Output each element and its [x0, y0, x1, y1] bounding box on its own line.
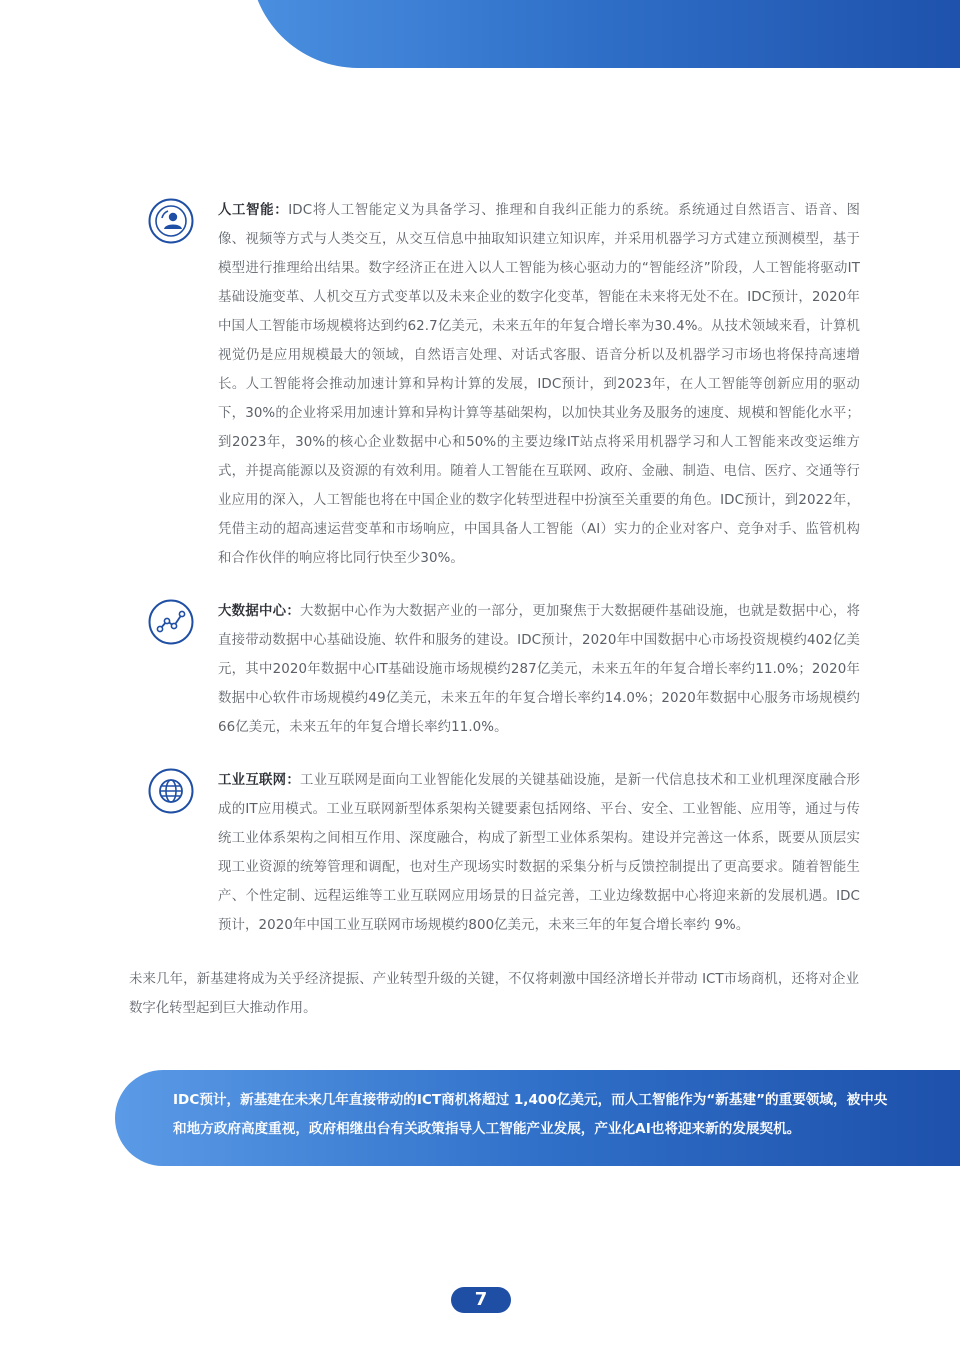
section-text: 工业互联网是面向工业智能化发展的关键基础设施，是新一代信息技术和工业机理深度融合形成的IT应用模式。工业互联网新型体系架构关键要素包括网络、平台、安全、工业智能、应用等，通过与传统工业体系架构之间相互作用、深度融合，构成了新型工业体系架构。建设并完善这一体系，既要从顶层实现工业资源的统筹管理和调配，也对生产现场实时数据的采集分析与反馈控制提出了更高要求。随着智能生产、个性定制、远程运维等工业互联网应用场景的日益完善，工业边缘数据中心将迎来新的发展机遇。IDC预计，2020年中国工业互联网市场规模约800亿美元，未来三年的年复合增长率约 9%。	[218, 773, 860, 933]
ai-person-icon	[148, 198, 194, 244]
section-term: 大数据中心：	[218, 604, 300, 619]
section-body	[218, 766, 860, 940]
section-industrial-internet	[148, 766, 860, 946]
top-header-banner	[250, 0, 960, 68]
highlight-callout	[115, 1070, 960, 1166]
section-artificial-intelligence	[148, 196, 860, 576]
section-body	[218, 597, 860, 742]
section-big-data-center	[148, 597, 860, 747]
section-text: 大数据中心作为大数据产业的一部分，更加聚焦于大数据硬件基础设施，也就是数据中心，将直接带动数据中心基础设施、软件和服务的建设。IDC预计，2020年中国数据中心市场投资规模约402亿美元，其中2020年数据中心IT基础设施市场规模约287亿美元，未来五年的年复合增长率约11.0%；2020年数据中心软件市场规模约49亿美元，未来五年的年复合增长率约14.0%；2020年数据中心服务市场规模约66亿美元，未来五年的年复合增长率约11.0%。	[218, 604, 860, 735]
section-term: 工业互联网：	[218, 773, 300, 788]
page-number: 7	[451, 1287, 511, 1313]
section-text: IDC将人工智能定义为具备学习、推理和自我纠正能力的系统。系统通过自然语言、语音、图像、视频等方式与人类交互，从交互信息中抽取知识建立知识库，并采用机器学习方式建立预测模型，基于模型进行推理给出结果。数字经济正在进入以人工智能为核心驱动力的“智能经济”阶段，人工智能将驱动IT基础设施变革、人机交互方式变革以及未来企业的数字化变革，智能在未来将无处不在。IDC预计，2020年中国人工智能市场规模将达到约62.7亿美元，未来五年的年复合增长率为30.4%。从技术领域来看，计算机视觉仍是应用规模最大的领域，自然语言处理、对话式客服、语音分析以及机器学习市场也将保持高速增长。人工智能将会推动加速计算和异构计算的发展，IDC预计，到2023年，在人工智能等创新应用的驱动下，30%的企业将采用加速计算和异构计算等基础架构，以加快其业务及服务的速度、规模和智能化水平；到2023年，30%的核心企业数据中心和50%的主要边缘IT站点将采用机器学习和人工智能来改变运维方式，并提高能源以及资源的有效利用。随着人工智能在互联网、政府、金融、制造、电信、医疗、交通等行业应用的深入，人工智能也将在中国企业的数字化转型进程中扮演至关重要的角色。IDC预计，到2022年，凭借主动的超高速运营变革和市场响应，中国具备人工智能（AI）实力的企业对客户、竞争对手、监管机构和合作伙伴的响应将比同行快至少30%。	[218, 203, 861, 566]
line-chart-icon	[148, 599, 194, 645]
summary-paragraph: 未来几年，新基建将成为关乎经济提振、产业转型升级的关键，不仅将刺激中国经济增长并带动 ICT市场商机，还将对企业数字化转型起到巨大推动作用。	[129, 972, 859, 1016]
section-term: 人工智能：	[218, 203, 289, 218]
globe-icon	[148, 768, 194, 814]
section-body	[218, 196, 860, 573]
highlight-text: IDC预计，新基建在未来几年直接带动的ICT商机将超过 1,400亿美元，而人工智能作为“新基建”的重要领域，被中央和地方政府高度重视，政府相继出台有关政策指导人工智能产业发展，产业化AI也将迎来新的发展契机。	[173, 1092, 888, 1137]
